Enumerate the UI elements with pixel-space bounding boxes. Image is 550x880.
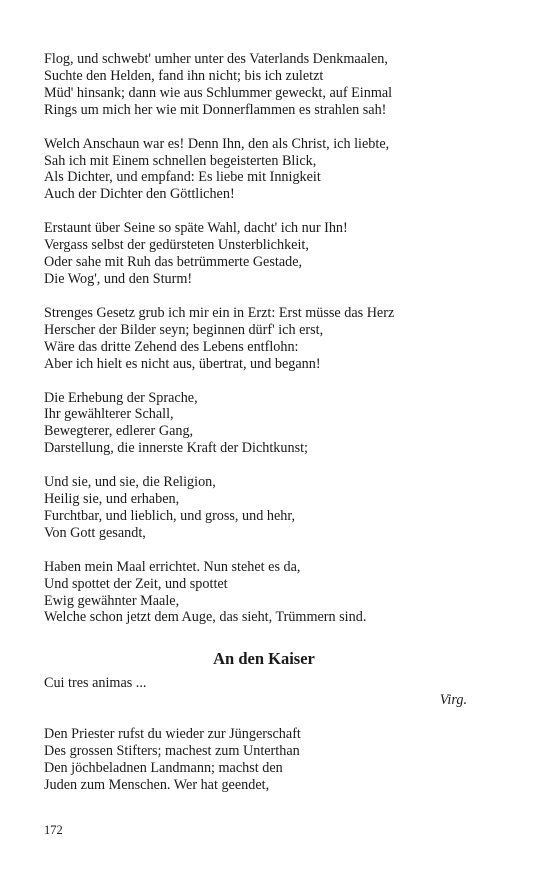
stanza <box>44 726 484 794</box>
verse-line: Die Erhebung der Sprache, <box>44 389 198 406</box>
verse-line: Bewegterer, edlerer Gang, <box>44 423 194 440</box>
verse-line: Die Wog', und den Sturm! <box>44 270 193 287</box>
verse-line: Des grossen Stifters; machest zum Unterthan <box>44 743 300 760</box>
verse-line: Furchtbar, und lieblich, und gross, und hehr, <box>44 507 296 524</box>
verse-line: Rings um mich her wie mit Donnerflammen es strahlen sah! <box>44 101 387 118</box>
verse-line: Darstellung, die innerste Kraft der Dichtkunst; <box>44 440 308 457</box>
verse-line: Ihr gewählterer Schall, <box>44 406 174 423</box>
verse-line: Haben mein Maal errichtet. Nun stehet es da, <box>44 558 301 575</box>
verse-line: Von Gott gesandt, <box>44 524 146 541</box>
stanza <box>44 305 484 373</box>
stanza <box>44 474 484 542</box>
verse-line: Suchte den Helden, fand ihn nicht; bis ich zuletzt <box>44 67 324 84</box>
verse-line: Oder sahe mit Ruh das betrümmerte Gestade, <box>44 254 303 271</box>
verse-line: Auch der Dichter den Göttlichen! <box>44 186 235 203</box>
verse-line: Und spottet der Zeit, und spottet <box>44 575 228 592</box>
verse-line: Erstaunt über Seine so späte Wahl, dacht' ich nur Ihn! <box>44 220 348 237</box>
page-content <box>44 51 484 811</box>
verse-line: Welch Anschaun war es! Denn Ihn, den als Christ, ich liebte, <box>44 135 390 152</box>
stanza <box>44 220 484 288</box>
poem-motto: Cui tres animas ... <box>44 675 147 692</box>
verse-line: Juden zum Menschen. Wer hat geendet, <box>44 776 270 793</box>
new-poem-body <box>44 726 484 794</box>
stanza <box>44 136 484 204</box>
page-number: 172 <box>44 823 63 837</box>
verse-line: Und sie, und sie, die Religion, <box>44 474 216 491</box>
poem-continuation <box>44 51 484 626</box>
verse-line: Sah ich mit Einem schnellen begeisterten Blick, <box>44 152 317 169</box>
verse-line: Welche schon jetzt dem Auge, das sieht, Trümmern sind. <box>44 609 367 626</box>
poem-title: An den Kaiser <box>213 649 315 669</box>
verse-line: Den Priester rufst du wieder zur Jüngerschaft <box>44 726 301 743</box>
stanza <box>44 51 484 119</box>
verse-line: Vergass selbst der gedürsteten Unsterblichkeit, <box>44 237 309 254</box>
stanza <box>44 390 484 458</box>
verse-line: Ewig gewähnter Maale, <box>44 592 180 609</box>
verse-line: Herscher der Bilder seyn; beginnen dürf' ich erst, <box>44 321 324 338</box>
verse-line: Als Dichter, und empfand: Es liebe mit Innigkeit <box>44 169 321 186</box>
verse-line: Den jöchbeladnen Landmann; machst den <box>44 760 283 776</box>
stanza <box>44 559 484 627</box>
verse-line: Aber ich hielt es nicht aus, übertrat, und begann! <box>44 355 321 372</box>
verse-line: Heilig sie, und erhaben, <box>44 491 180 508</box>
verse-line: Flog, und schwebt' umher unter des Vaterlands Denkmaalen, <box>44 51 388 67</box>
verse-line: Strenges Gesetz grub ich mir ein in Erzt: Erst müsse das Herz <box>44 304 395 321</box>
verse-line: Wäre das dritte Zehend des Lebens entflohn: <box>44 338 299 355</box>
verse-line: Müd' hinsank; dann wie aus Schlummer geweckt, auf Einmal <box>44 84 393 101</box>
motto-source: Virg. <box>439 692 467 709</box>
